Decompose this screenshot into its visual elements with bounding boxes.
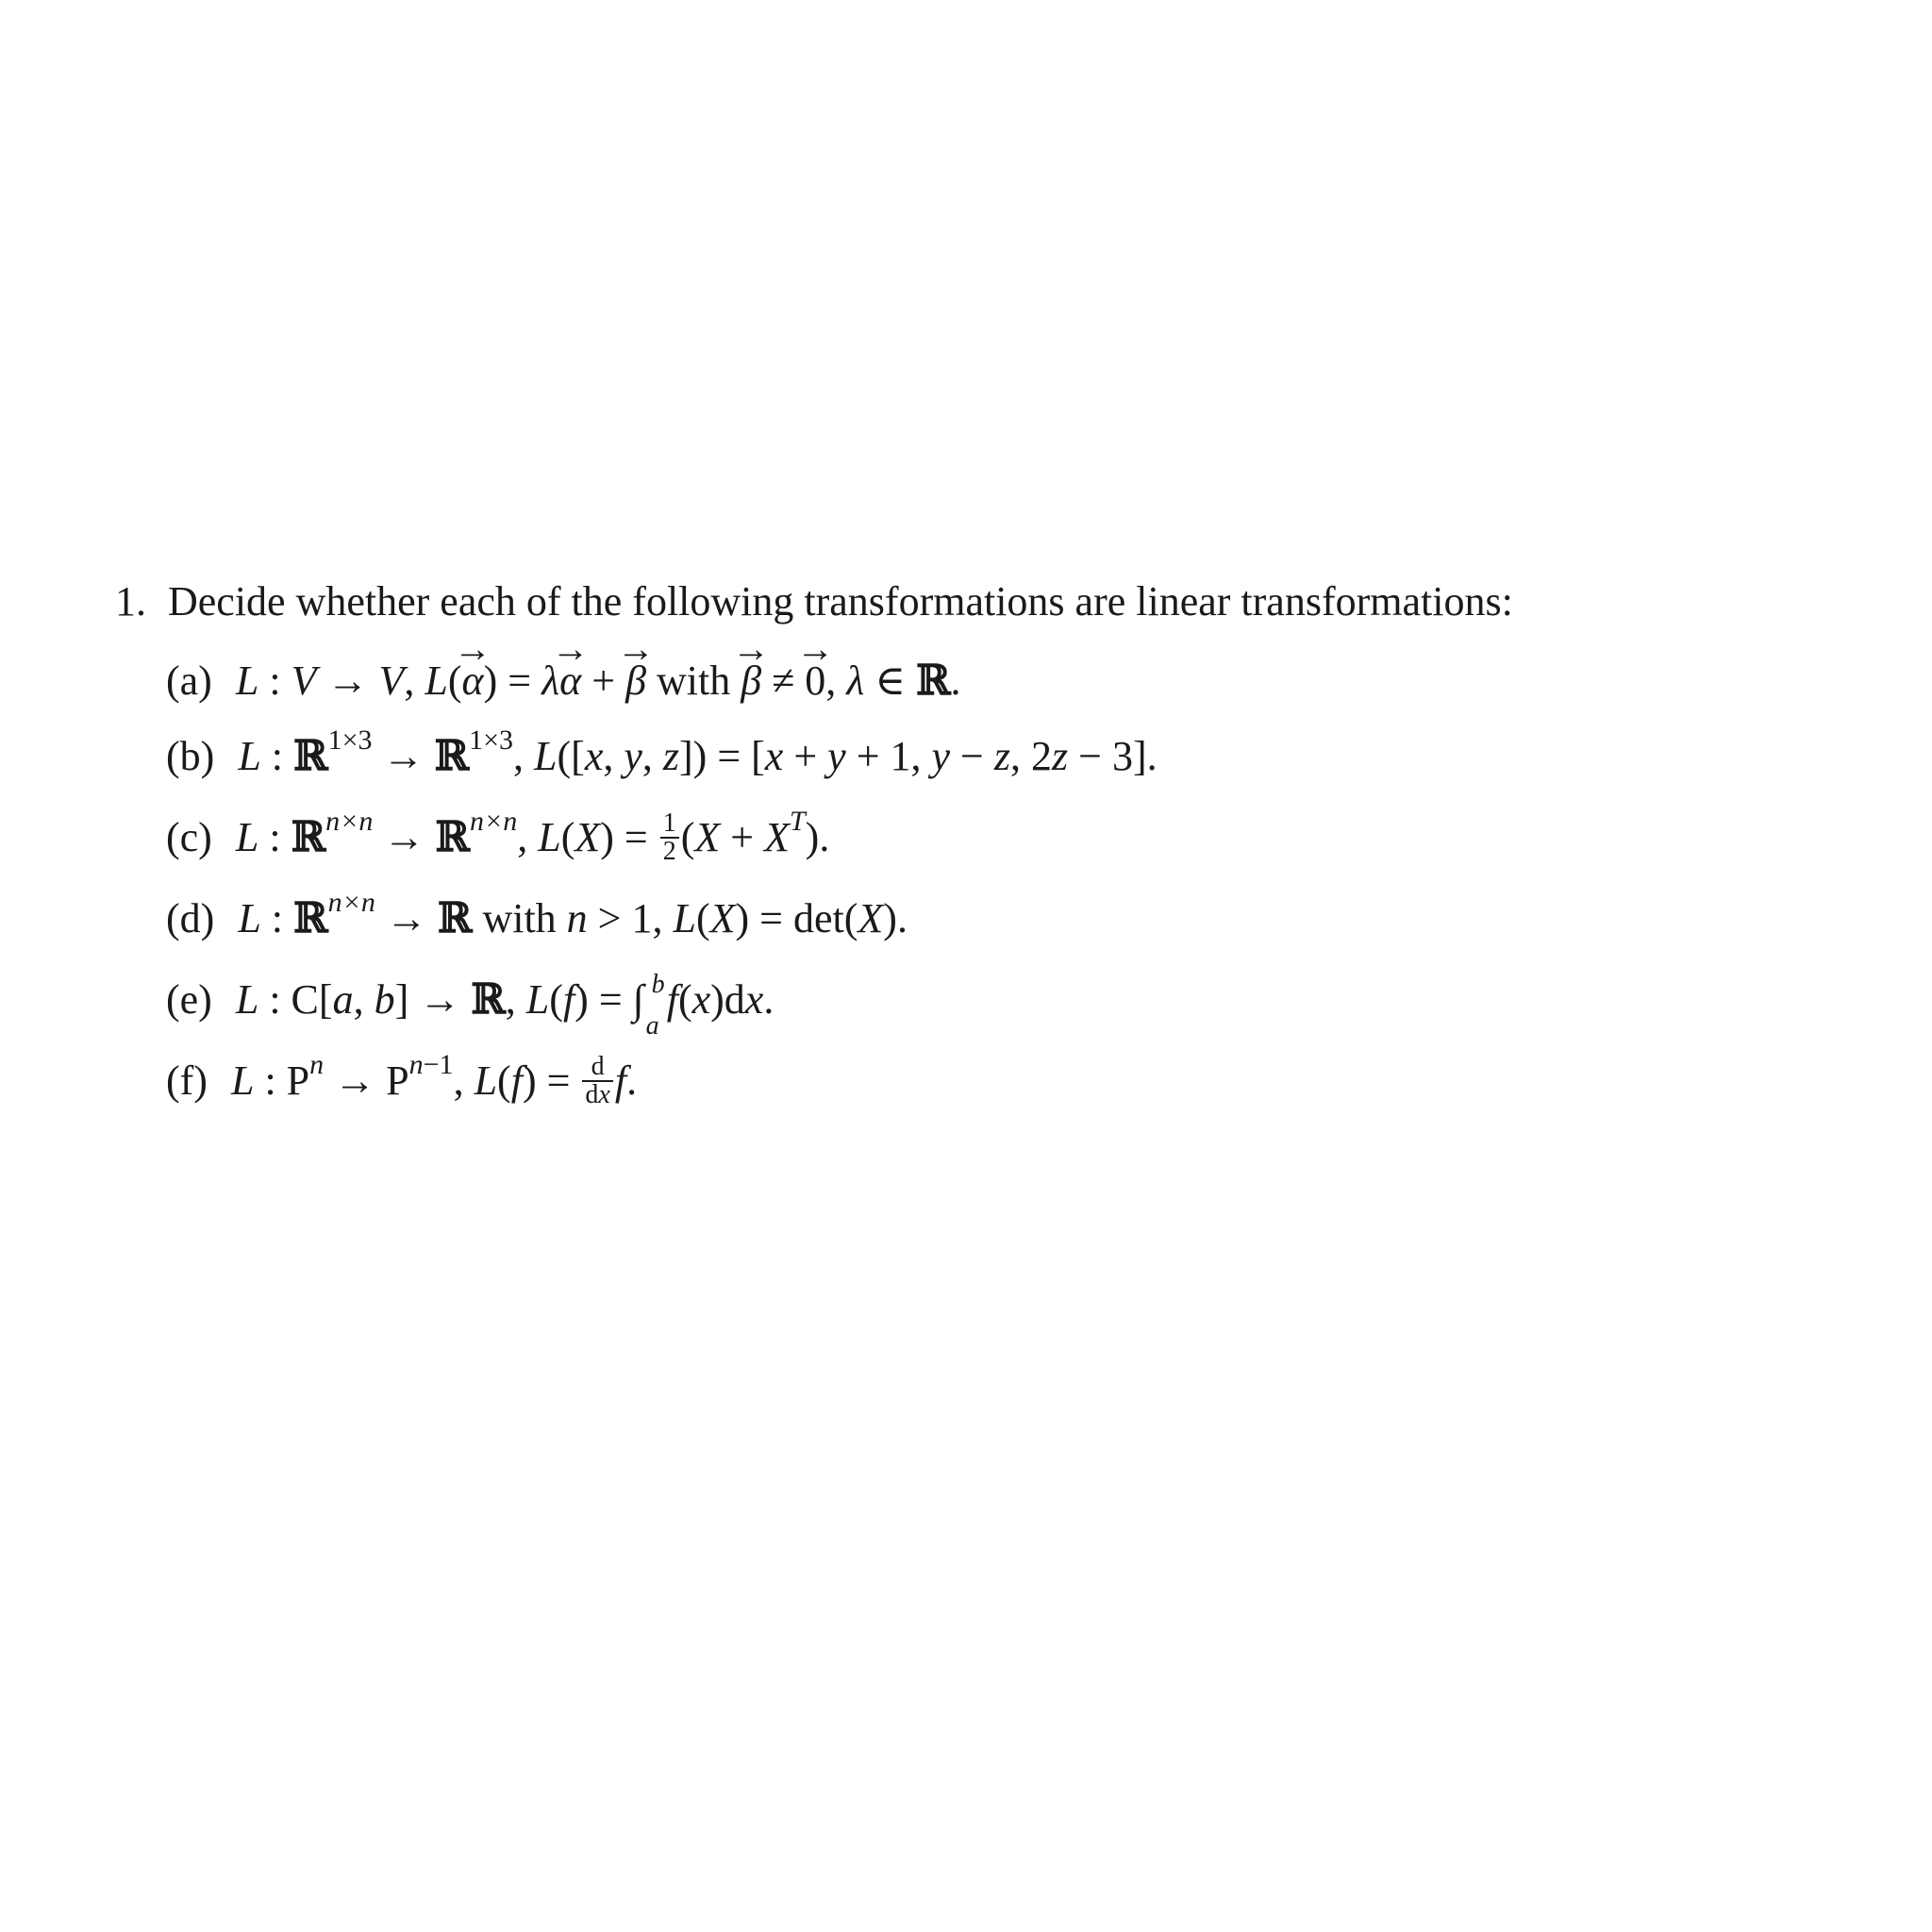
- formula-a: L : V → V, L(→ α) = λ→ α + → β with → β ≠ → 0, λ ∈ ℝ.: [236, 658, 961, 704]
- part-c: [166, 806, 830, 869]
- formula-d: L : ℝ$^{n\times n}$ → ℝ with n > 1, L(X) = det(X).: [238, 887, 908, 942]
- with-word: with: [656, 658, 731, 704]
- integral-sign: ∫ b a: [632, 970, 665, 1041]
- formula-f: L : $P^n \to P^{n-1}$, L(f) = $\frac{d}{dx}$ f.: [230, 1049, 638, 1109]
- problem-number: 1.: [115, 578, 146, 625]
- part-a: [166, 649, 961, 709]
- formula-c: L : ℝ$^{n\times n}$ → ℝ$^{n\times n}$, L(X) = $\frac{1}{2}$ $(X + X^T)$.: [235, 806, 830, 866]
- part-label: (f): [166, 1058, 208, 1104]
- formula-b: L : ℝ$^{1\times 3}$ → ℝ$^{1\times 3}$, L([x, y, z]) = [x + y + 1, y − z, 2z − 3].: [238, 724, 1158, 780]
- part-f: [166, 1049, 638, 1112]
- part-label: (c): [166, 814, 212, 860]
- problem-statement: Decide whether each of the following transformations are linear transformations:: [168, 578, 1513, 625]
- part-d: [166, 887, 908, 947]
- part-label: (a): [166, 658, 212, 704]
- with-word: with: [482, 895, 557, 941]
- part-label: (b): [166, 733, 215, 779]
- part-label: (e): [166, 976, 212, 1023]
- part-e: [166, 970, 774, 1041]
- part-b: [166, 724, 1158, 785]
- formula-e: L : C[a, b] → ℝ, L(f) = ∫ b a f(x)dx.: [235, 970, 774, 1041]
- part-label: (d): [166, 895, 215, 941]
